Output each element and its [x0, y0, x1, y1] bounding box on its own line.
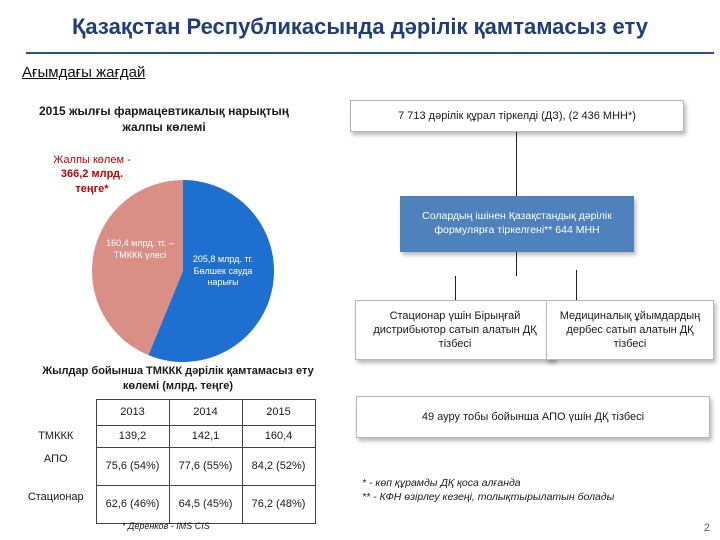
- year-header: 2015: [242, 400, 315, 426]
- slice-label-tmkkk: 160,4 млрд. тг. – ТМККК үлесі: [106, 238, 174, 260]
- connector-top: [516, 132, 517, 196]
- slice-label-retail: 205,8 млрд. тг. Бөлшек сауда нарығы: [192, 254, 254, 288]
- table-cell: 75,6 (54%): [96, 448, 169, 486]
- page-title: Қазақстан Республикасында дәрілік қамтамасыз ету: [72, 14, 648, 39]
- table-cell: 139,2: [96, 426, 169, 448]
- table-title: Жылдар бойынша ТМККК дәрілік қамтамасыз ету көлемі (млрд. теңге): [42, 365, 314, 392]
- table-cell: 76,2 (48%): [242, 486, 315, 524]
- kdf-registered-box: Солардың ішінен Қазақстандық дәрілік формулярға тіркелгені** 644 МНН: [400, 196, 634, 252]
- table-header-row: [16, 400, 315, 426]
- footnote: ** - КФН өзірлеу кезеңі, толықтырылатын болады: [362, 491, 615, 504]
- table-row: [16, 426, 315, 448]
- connector-left: [455, 276, 456, 300]
- total-prefix: Жалпы көлем -: [53, 154, 131, 166]
- title-divider: [26, 52, 714, 54]
- footnote: * - көп құрамды ДҚ қоса алғанда: [362, 477, 521, 489]
- registered-drugs-box: 7 713 дәрілік құрал тіркелді (ДЗ), (2 436 МНН*): [350, 100, 684, 132]
- table-cell: 77,6 (55%): [169, 448, 242, 486]
- table-cell: 84,2 (52%): [242, 448, 315, 486]
- table-cell: 160,4: [242, 426, 315, 448]
- table-corner: [16, 400, 96, 426]
- section-subtitle: Ағымдағы жағдай: [22, 64, 146, 81]
- inpatient-distributor-list-box: Стационар үшін Бірыңғай дистрибьютор сатып алатын ДҚ тізбесі: [355, 300, 555, 360]
- footnotes: [362, 476, 614, 504]
- medical-org-purchase-list-box: Медициналық ұйымдардың дербес сатып алатын ДҚ тізбесі: [546, 300, 714, 360]
- row-label: Стационар: [27, 490, 84, 503]
- table-row: [16, 486, 315, 524]
- table-cell: 62,6 (46%): [96, 486, 169, 524]
- table-cell: 142,1: [169, 426, 242, 448]
- table-source-note: * Деренков - IMS CIS: [122, 521, 210, 531]
- total-unit: теңге*: [75, 182, 109, 195]
- supply-volume-table: [16, 399, 316, 524]
- year-header: 2014: [169, 400, 242, 426]
- connector-right: [576, 270, 577, 300]
- apo-list-box: 49 ауру тобы бойынша АПО үшін ДҚ тізбесі: [356, 396, 710, 438]
- page-number: 2: [703, 522, 710, 534]
- row-label: АПО: [43, 452, 68, 465]
- table-row: [16, 448, 315, 486]
- connector-stem: [516, 252, 517, 276]
- chart-title: 2015 жылғы фармацевтикалық нарықтың жалпы көлемі: [38, 104, 290, 134]
- table-cell: 64,5 (45%): [169, 486, 242, 524]
- row-label: ТМККК: [38, 430, 74, 443]
- year-header: 2013: [96, 400, 169, 426]
- total-value: 366,2 млрд.: [60, 168, 124, 181]
